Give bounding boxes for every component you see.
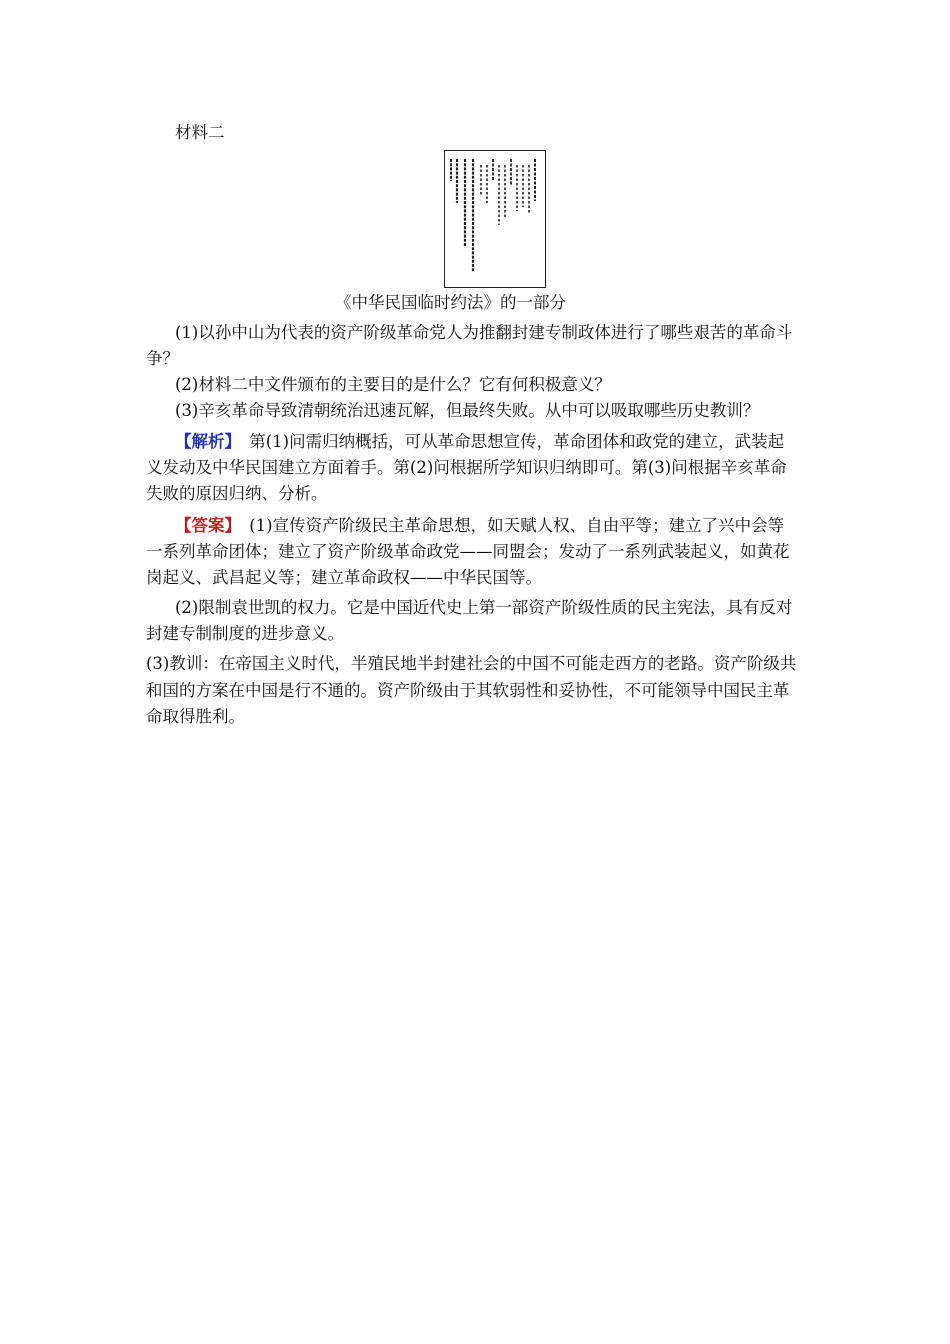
answer-2-line-1: (2)限制袁世凯的权力。它是中国近代史上第一部资产阶级性质的民主宪法，具有反对 [175,598,793,617]
analysis-line-1 [175,430,784,454]
answer-line-2: 一系列革命团体；建立了资产阶级革命政党——同盟会；发动了一系列武装起义，如黄花 [146,542,790,561]
answer-3-line-2: 和国的方案在中国是行不通的。资产阶级由于其软弱性和妥协性，不可能领导中国民主革 [146,681,790,700]
constitution-document-image [444,150,546,288]
answer-text-1: (1)宣传资产阶级民主革命思想，如天赋人权、自由平等；建立了兴中会等 [232,516,785,535]
document-columns-graphic [445,151,545,287]
analysis-line-3: 失败的原因归纳、分析。 [146,484,328,503]
answer-line-1 [175,514,784,538]
answer-line-3: 岗起义、武昌起义等；建立革命政权——中华民国等。 [146,568,542,587]
answer-2-line-2: 封建专制制度的进步意义。 [146,624,344,643]
question-2: (2)材料二中文件颁布的主要目的是什么？它有何积极意义？ [175,375,611,394]
answer-3-line-1: (3)教训：在帝国主义时代，半殖民地半封建社会的中国不可能走西方的老路。资产阶级共 [146,654,797,673]
figure-caption: 《中华民国临时约法》的一部分 [335,293,566,312]
question-3: (3)辛亥革命导致清朝统治迅速瓦解，但最终失败。从中可以吸取哪些历史教训？ [175,401,760,420]
material-label: 材料二 [175,123,225,142]
analysis-text-1: 第(1)问需归纳概括，可从革命思想宣传，革命团体和政党的建立，武装起 [232,432,785,451]
question-1-line-2: 争？ [146,349,179,368]
answer-3-line-3: 命取得胜利。 [146,707,245,726]
analysis-tag: 【解析】 [175,432,233,451]
question-1-line-1: (1)以孙中山为代表的资产阶级革命党人为推翻封建专制政体进行了哪些艰苦的革命斗 [175,323,793,342]
analysis-line-2: 义发动及中华民国建立方面着手。第(2)问根据所学知识归纳即可。第(3)问根据辛亥革命 [146,458,787,477]
answer-tag: 【答案】 [175,516,233,535]
